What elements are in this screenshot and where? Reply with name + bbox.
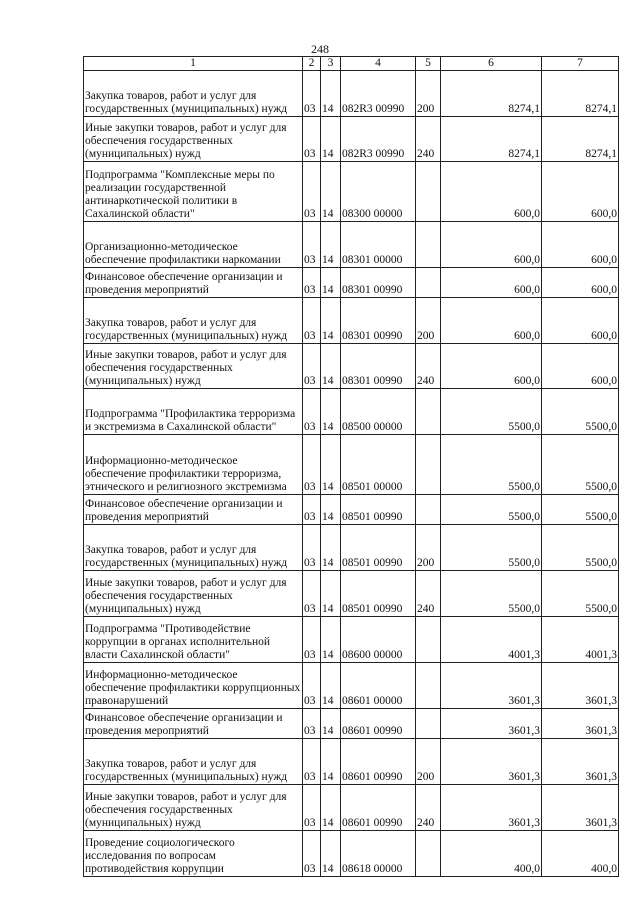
table-row <box>84 831 619 877</box>
row-subsection: 14 <box>321 663 341 709</box>
row-name: Финансовое обеспечение организации и проведения мероприятий <box>84 709 303 739</box>
row-amount-6: 5500,0 <box>441 495 542 525</box>
row-section: 03 <box>303 831 321 877</box>
row-subsection: 14 <box>321 222 341 268</box>
row-expense-type: 200 <box>416 739 441 785</box>
row-name: Иные закупки товаров, работ и услуг для обеспечения государственных (муниципальных) нужд <box>84 344 303 389</box>
row-expense-type <box>416 268 441 298</box>
row-amount-7: 3601,3 <box>542 785 619 831</box>
table-row <box>84 571 619 617</box>
row-amount-7: 3601,3 <box>542 739 619 785</box>
row-expense-type <box>416 222 441 268</box>
row-amount-7: 600,0 <box>542 268 619 298</box>
row-expense-type: 240 <box>416 785 441 831</box>
row-expense-type <box>416 495 441 525</box>
row-amount-6: 3601,3 <box>441 785 542 831</box>
row-section: 03 <box>303 709 321 739</box>
row-expense-type <box>416 162 441 222</box>
row-amount-6: 8274,1 <box>441 71 542 117</box>
header-cell-6: 6 <box>441 57 542 71</box>
row-section: 03 <box>303 617 321 663</box>
row-amount-7: 5500,0 <box>542 571 619 617</box>
row-target-article: 08601 00000 <box>341 663 416 709</box>
row-expense-type <box>416 435 441 495</box>
table-row <box>84 268 619 298</box>
row-amount-6: 600,0 <box>441 298 542 344</box>
row-amount-7: 5500,0 <box>542 389 619 435</box>
row-amount-6: 5500,0 <box>441 525 542 571</box>
table-row <box>84 222 619 268</box>
row-section: 03 <box>303 525 321 571</box>
row-section: 03 <box>303 495 321 525</box>
row-amount-7: 600,0 <box>542 222 619 268</box>
row-target-article: 08300 00000 <box>341 162 416 222</box>
row-section: 03 <box>303 298 321 344</box>
table-row <box>84 525 619 571</box>
table-row <box>84 785 619 831</box>
row-expense-type <box>416 389 441 435</box>
row-amount-6: 8274,1 <box>441 117 542 162</box>
row-section: 03 <box>303 663 321 709</box>
table-row <box>84 435 619 495</box>
row-target-article: 08501 00000 <box>341 435 416 495</box>
row-section: 03 <box>303 344 321 389</box>
row-amount-7: 5500,0 <box>542 525 619 571</box>
row-amount-7: 600,0 <box>542 344 619 389</box>
row-expense-type <box>416 617 441 663</box>
row-subsection: 14 <box>321 298 341 344</box>
row-amount-7: 8274,1 <box>542 71 619 117</box>
header-cell-2: 2 <box>303 57 321 71</box>
row-section: 03 <box>303 435 321 495</box>
row-amount-7: 5500,0 <box>542 495 619 525</box>
header-cell-5: 5 <box>416 57 441 71</box>
row-expense-type: 200 <box>416 525 441 571</box>
row-subsection: 14 <box>321 709 341 739</box>
budget-table <box>83 56 619 877</box>
table-row <box>84 617 619 663</box>
row-name: Закупка товаров, работ и услуг для государственных (муниципальных) нужд <box>84 525 303 571</box>
row-name: Финансовое обеспечение организации и проведения мероприятий <box>84 268 303 298</box>
row-subsection: 14 <box>321 344 341 389</box>
row-amount-6: 3601,3 <box>441 663 542 709</box>
row-target-article: 08500 00000 <box>341 389 416 435</box>
row-section: 03 <box>303 71 321 117</box>
table-row <box>84 71 619 117</box>
row-amount-6: 400,0 <box>441 831 542 877</box>
table-row <box>84 495 619 525</box>
row-section: 03 <box>303 571 321 617</box>
row-target-article: 08600 00000 <box>341 617 416 663</box>
row-target-article: 08501 00990 <box>341 495 416 525</box>
row-target-article: 08601 00990 <box>341 785 416 831</box>
row-amount-6: 600,0 <box>441 268 542 298</box>
table-row <box>84 739 619 785</box>
row-name: Закупка товаров, работ и услуг для государственных (муниципальных) нужд <box>84 739 303 785</box>
row-expense-type: 200 <box>416 298 441 344</box>
row-target-article: 08301 00000 <box>341 222 416 268</box>
row-target-article: 08501 00990 <box>341 525 416 571</box>
row-amount-7: 3601,3 <box>542 709 619 739</box>
row-subsection: 14 <box>321 389 341 435</box>
table-row <box>84 162 619 222</box>
row-subsection: 14 <box>321 435 341 495</box>
table-row <box>84 709 619 739</box>
row-amount-6: 4001,3 <box>441 617 542 663</box>
row-amount-7: 600,0 <box>542 298 619 344</box>
row-target-article: 08618 00000 <box>341 831 416 877</box>
table-row <box>84 117 619 162</box>
row-amount-7: 400,0 <box>542 831 619 877</box>
row-name: Проведение социологического исследования по вопросам противодействия коррупции <box>84 831 303 877</box>
row-name: Закупка товаров, работ и услуг для государственных (муниципальных) нужд <box>84 71 303 117</box>
row-amount-7: 600,0 <box>542 162 619 222</box>
row-expense-type: 240 <box>416 344 441 389</box>
row-target-article: 08601 00990 <box>341 709 416 739</box>
row-section: 03 <box>303 739 321 785</box>
row-amount-6: 600,0 <box>441 222 542 268</box>
row-amount-6: 3601,3 <box>441 709 542 739</box>
row-subsection: 14 <box>321 71 341 117</box>
header-cell-1: 1 <box>84 57 303 71</box>
table-row <box>84 344 619 389</box>
row-target-article: 08501 00990 <box>341 571 416 617</box>
table-header-row <box>84 57 619 71</box>
row-name: Информационно-методическое обеспечение профилактики терроризма, этнического и религиозного экстремизма <box>84 435 303 495</box>
header-cell-3: 3 <box>321 57 341 71</box>
row-name: Иные закупки товаров, работ и услуг для обеспечения государственных (муниципальных) нужд <box>84 785 303 831</box>
row-amount-7: 4001,3 <box>542 617 619 663</box>
row-amount-6: 600,0 <box>441 344 542 389</box>
row-amount-6: 3601,3 <box>441 739 542 785</box>
row-expense-type <box>416 709 441 739</box>
row-name: Подпрограмма "Комплексные меры по реализации государственной антинаркотической политики в Сахалинской области" <box>84 162 303 222</box>
row-section: 03 <box>303 162 321 222</box>
table-row <box>84 389 619 435</box>
row-subsection: 14 <box>321 525 341 571</box>
row-amount-6: 5500,0 <box>441 571 542 617</box>
row-expense-type <box>416 831 441 877</box>
row-subsection: 14 <box>321 117 341 162</box>
row-section: 03 <box>303 389 321 435</box>
row-expense-type: 240 <box>416 117 441 162</box>
row-target-article: 08301 00990 <box>341 268 416 298</box>
row-amount-7: 8274,1 <box>542 117 619 162</box>
row-expense-type: 200 <box>416 71 441 117</box>
row-section: 03 <box>303 268 321 298</box>
row-amount-7: 3601,3 <box>542 663 619 709</box>
row-target-article: 08301 00990 <box>341 344 416 389</box>
row-amount-6: 5500,0 <box>441 389 542 435</box>
header-cell-7: 7 <box>542 57 619 71</box>
row-amount-6: 5500,0 <box>441 435 542 495</box>
row-subsection: 14 <box>321 495 341 525</box>
row-name: Подпрограмма "Профилактика терроризма и экстремизма в Сахалинской области" <box>84 389 303 435</box>
row-target-article: 08301 00990 <box>341 298 416 344</box>
row-target-article: 082R3 00990 <box>341 71 416 117</box>
row-subsection: 14 <box>321 571 341 617</box>
row-expense-type: 240 <box>416 571 441 617</box>
row-name: Закупка товаров, работ и услуг для государственных (муниципальных) нужд <box>84 298 303 344</box>
row-subsection: 14 <box>321 785 341 831</box>
row-name: Информационно-методическое обеспечение профилактики коррупционных правонарушений <box>84 663 303 709</box>
row-subsection: 14 <box>321 268 341 298</box>
header-cell-4: 4 <box>341 57 416 71</box>
table-row <box>84 663 619 709</box>
row-target-article: 08601 00990 <box>341 739 416 785</box>
row-subsection: 14 <box>321 617 341 663</box>
row-subsection: 14 <box>321 831 341 877</box>
row-section: 03 <box>303 117 321 162</box>
table-row <box>84 298 619 344</box>
row-subsection: 14 <box>321 739 341 785</box>
row-target-article: 082R3 00990 <box>341 117 416 162</box>
row-section: 03 <box>303 785 321 831</box>
row-expense-type <box>416 663 441 709</box>
row-section: 03 <box>303 222 321 268</box>
row-name: Организационно-методическое обеспечение профилактики наркомании <box>84 222 303 268</box>
row-name: Иные закупки товаров, работ и услуг для обеспечения государственных (муниципальных) нужд <box>84 117 303 162</box>
row-name: Подпрограмма "Противодействие коррупции в органах исполнительной власти Сахалинской области" <box>84 617 303 663</box>
row-amount-7: 5500,0 <box>542 435 619 495</box>
row-name: Иные закупки товаров, работ и услуг для обеспечения государственных (муниципальных) нужд <box>84 571 303 617</box>
page-number: 248 <box>311 42 329 56</box>
row-subsection: 14 <box>321 162 341 222</box>
row-name: Финансовое обеспечение организации и проведения мероприятий <box>84 495 303 525</box>
row-amount-6: 600,0 <box>441 162 542 222</box>
